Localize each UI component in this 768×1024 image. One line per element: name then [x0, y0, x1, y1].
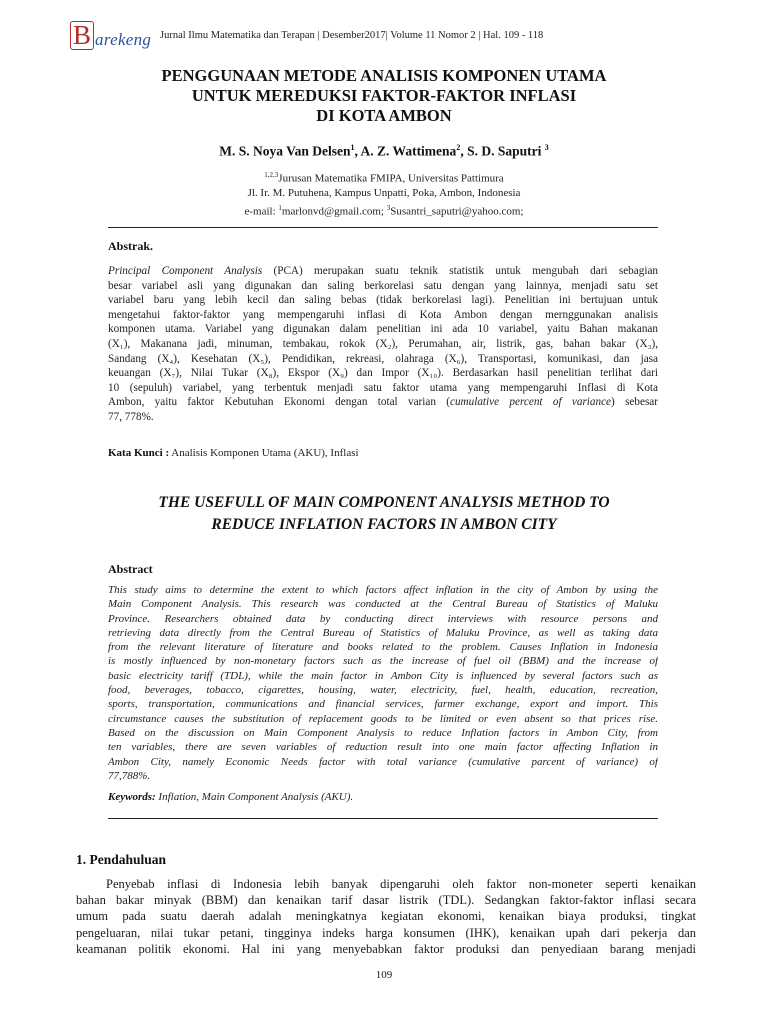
keywords: [108, 791, 353, 803]
affil-dept: Jurusan Matematika FMIPA, Universitas Pattimura: [278, 172, 504, 185]
affil-address: Jl. Ir. M. Putuhena, Kampus Unpatti, Poka, Ambon, Indonesia: [247, 187, 521, 200]
abstrak-body: [108, 264, 658, 425]
abstrak-line: (X₁), Makanana jadi, minuman, tembakau, rokok (X₂), Perumahan, air, listrik, gas, bahan bakar (X₃),: [108, 337, 658, 350]
abstrak-line: 77, 778%.: [108, 410, 154, 423]
abstrak-line: variabel baru yang lebih kecil dan saling bebas (tidak berkorelasi lagi). Penelitian ini bertujuan untuk: [108, 294, 658, 307]
author-list: [80, 143, 688, 160]
abstract-heading: Abstract: [108, 562, 153, 576]
keywords-value: Inflation, Main Component Analysis (AKU).: [155, 791, 354, 803]
abstract-line: Main Component Analysis. This research was conducted at the Central Bureau of Statistics of Maluku: [108, 598, 658, 611]
abstrak-line: keuangan (X₇), Nilai Tukar (X₈), Ekspor (X₉) dan Impor (X₁₀). Berdasarkan hasil penelitian terlihat dari: [108, 367, 658, 380]
email-prefix: e-mail:: [244, 205, 279, 218]
kata-kunci: [108, 447, 359, 459]
abstrak-line: Sandang (X₄), Kesehatan (X₅), Pendidikan, rekreasi, olahraga (X₆), Transportasi, komunikasi, dan jasa: [108, 352, 658, 365]
paper-title: [80, 66, 688, 126]
abstract-body: [108, 583, 658, 783]
author-sup: 2: [456, 143, 461, 152]
abstract-line: ten variables, there are seven variables of reduction result into one main factor affecting Inflation in: [108, 741, 658, 754]
abstrak-heading: Abstrak.: [108, 239, 154, 253]
email-link[interactable]: marlonvd@gmail.com;: [281, 205, 387, 218]
abstrak-line: Ambon, yaitu faktor Kebutuhan Ekonomi dengan total varian (cumulative percent of variance) sebesar: [108, 396, 659, 409]
abstract-line: This study aims to determine the extent to which factors affect inflation in the city of Ambon by using the: [108, 584, 658, 596]
body-line: Penyebab inflasi di Indonesia lebih banyak dipengaruhi oleh faktor non-moneter seperti kenaikan: [106, 877, 696, 891]
english-title: [80, 492, 688, 536]
body-line: pengeluaran, nilai tukar petani, tingginya indeks harga konsumen (IHK), kenaikan upah dari pekerja dan: [76, 925, 696, 940]
keywords-label: Keywords:: [108, 791, 156, 803]
section-body: [76, 876, 696, 957]
divider-rule: [108, 818, 658, 819]
abstrak-line: Principal Component Analysis (PCA) merupakan suatu teknik statistik untuk mengubah dari sebagian: [108, 265, 658, 277]
abstract-line: basic electricity tariff (TDL), while the main factor in Ambon City is influenced by several factors such as: [108, 669, 658, 682]
abstract-line: 77,788%.: [108, 769, 151, 782]
affil-sup: 1,2,3: [264, 171, 279, 179]
author-sup: 3: [544, 143, 549, 152]
email-link[interactable]: Susantri_saputri@yahoo.com;: [390, 205, 524, 218]
kata-kunci-label: Kata Kunci :: [108, 447, 170, 459]
abstract-line: is mostly influenced by non-monetary factors such as the increase of fuel oil (BBM) and the increase of: [108, 655, 658, 668]
abstract-line: circumstance causes the substitution of replacement goods to be limited or even absent so that prices rise.: [108, 712, 658, 725]
page-number: 109: [375, 969, 393, 981]
abstrak-line: besar variabel asli yang digunakan dan saling berkorelasi satu dengan yang lainnya, menjadi satu set: [108, 279, 658, 292]
abstract-line: retrieving data directly from the Central Bureau of Statistics of Maluku Province, as well as taking data: [108, 626, 658, 639]
kata-kunci-value: Analisis Komponen Utama (AKU), Inflasi: [169, 447, 359, 459]
section-heading: 1. Pendahuluan: [76, 852, 167, 867]
abstrak-line: komponen utama. Variabel yang digunakan dalam penelitian ini ada 10 variabel, yaitu Bahan makanan: [108, 323, 658, 336]
title-line: PENGGUNAAN METODE ANALISIS KOMPONEN UTAMA: [161, 66, 607, 85]
abstract-line: from the relevant literature of literature and books related to the problem. Causes Inflation in Indonesia: [108, 641, 658, 654]
email-sup: 1: [278, 203, 282, 212]
author-name: , A. Z. Wattimena: [354, 143, 457, 159]
logo-wordmark: arekeng: [95, 30, 152, 49]
author-name: , S. D. Saputri: [460, 143, 542, 159]
english-title-line: THE USEFULL OF MAIN COMPONENT ANALYSIS METHOD TO: [158, 494, 610, 511]
abstrak-line: mengetahui faktor-faktor yang mempengaruhi inflasi di Kota Ambon dengan mernggunakan analisis: [108, 308, 658, 321]
journal-header: [70, 20, 710, 54]
body-line: keamanan politik ekonomi. Hal ini yang menyebabkan faktor produksi dan penyediaan barang menjadi: [76, 941, 696, 956]
body-line: bahan bakar minyak (BBM) dan kenaikan tarif dasar listrik (TDL). Sedangkan faktor-faktor inflasi secara: [76, 893, 696, 908]
body-line: umum pada suatu daerah adalah meningkatnya kegiatan ekonomi, kenaikan biaya produksi, tingkat: [76, 909, 696, 924]
title-line: DI KOTA AMBON: [316, 106, 452, 125]
abstract-line: Province. Researchers obtained data by conducting direct interviews with resource persons and: [108, 612, 658, 625]
journal-citation: Jurnal Ilmu Matematika dan Terapan | Desember2017| Volume 11 Nomor 2 | Hal. 109 - 118: [160, 30, 544, 41]
english-title-line: REDUCE INFLATION FACTORS IN AMBON CITY: [211, 516, 557, 533]
abstract-line: food, beverages, tobacco, cigarettes, housing, water, electricity, fuel, health, education, recreation,: [108, 684, 658, 697]
abstract-line: sports, transportation, communications and financial services, farmer exchange, export and import. This: [108, 698, 658, 711]
abstract-line: Ambon City, namely Economic Needs factor with total variance (cumulative parcent of variance) of: [108, 755, 658, 768]
title-line: UNTUK MEREDUKSI FAKTOR-FAKTOR INFLASI: [191, 86, 577, 105]
email-sup: 3: [386, 203, 391, 212]
affil-emails: [80, 201, 688, 219]
abstrak-line: 10 (sepuluh) variabel, yang terbentuk menjadi satu faktor utama yang mempengaruhi Inflasi di Kota: [108, 381, 658, 394]
author-name: M. S. Noya Van Delsen: [219, 143, 351, 159]
journal-logo: [70, 20, 151, 50]
logo-initial: B: [70, 21, 94, 50]
affiliation: [80, 168, 688, 219]
abstract-line: Based on the discussion on Main Component Analysis to reduce Inflation factors in Ambon City, from: [108, 726, 658, 739]
author-sup: 1: [350, 143, 355, 152]
divider-rule: [108, 227, 658, 228]
